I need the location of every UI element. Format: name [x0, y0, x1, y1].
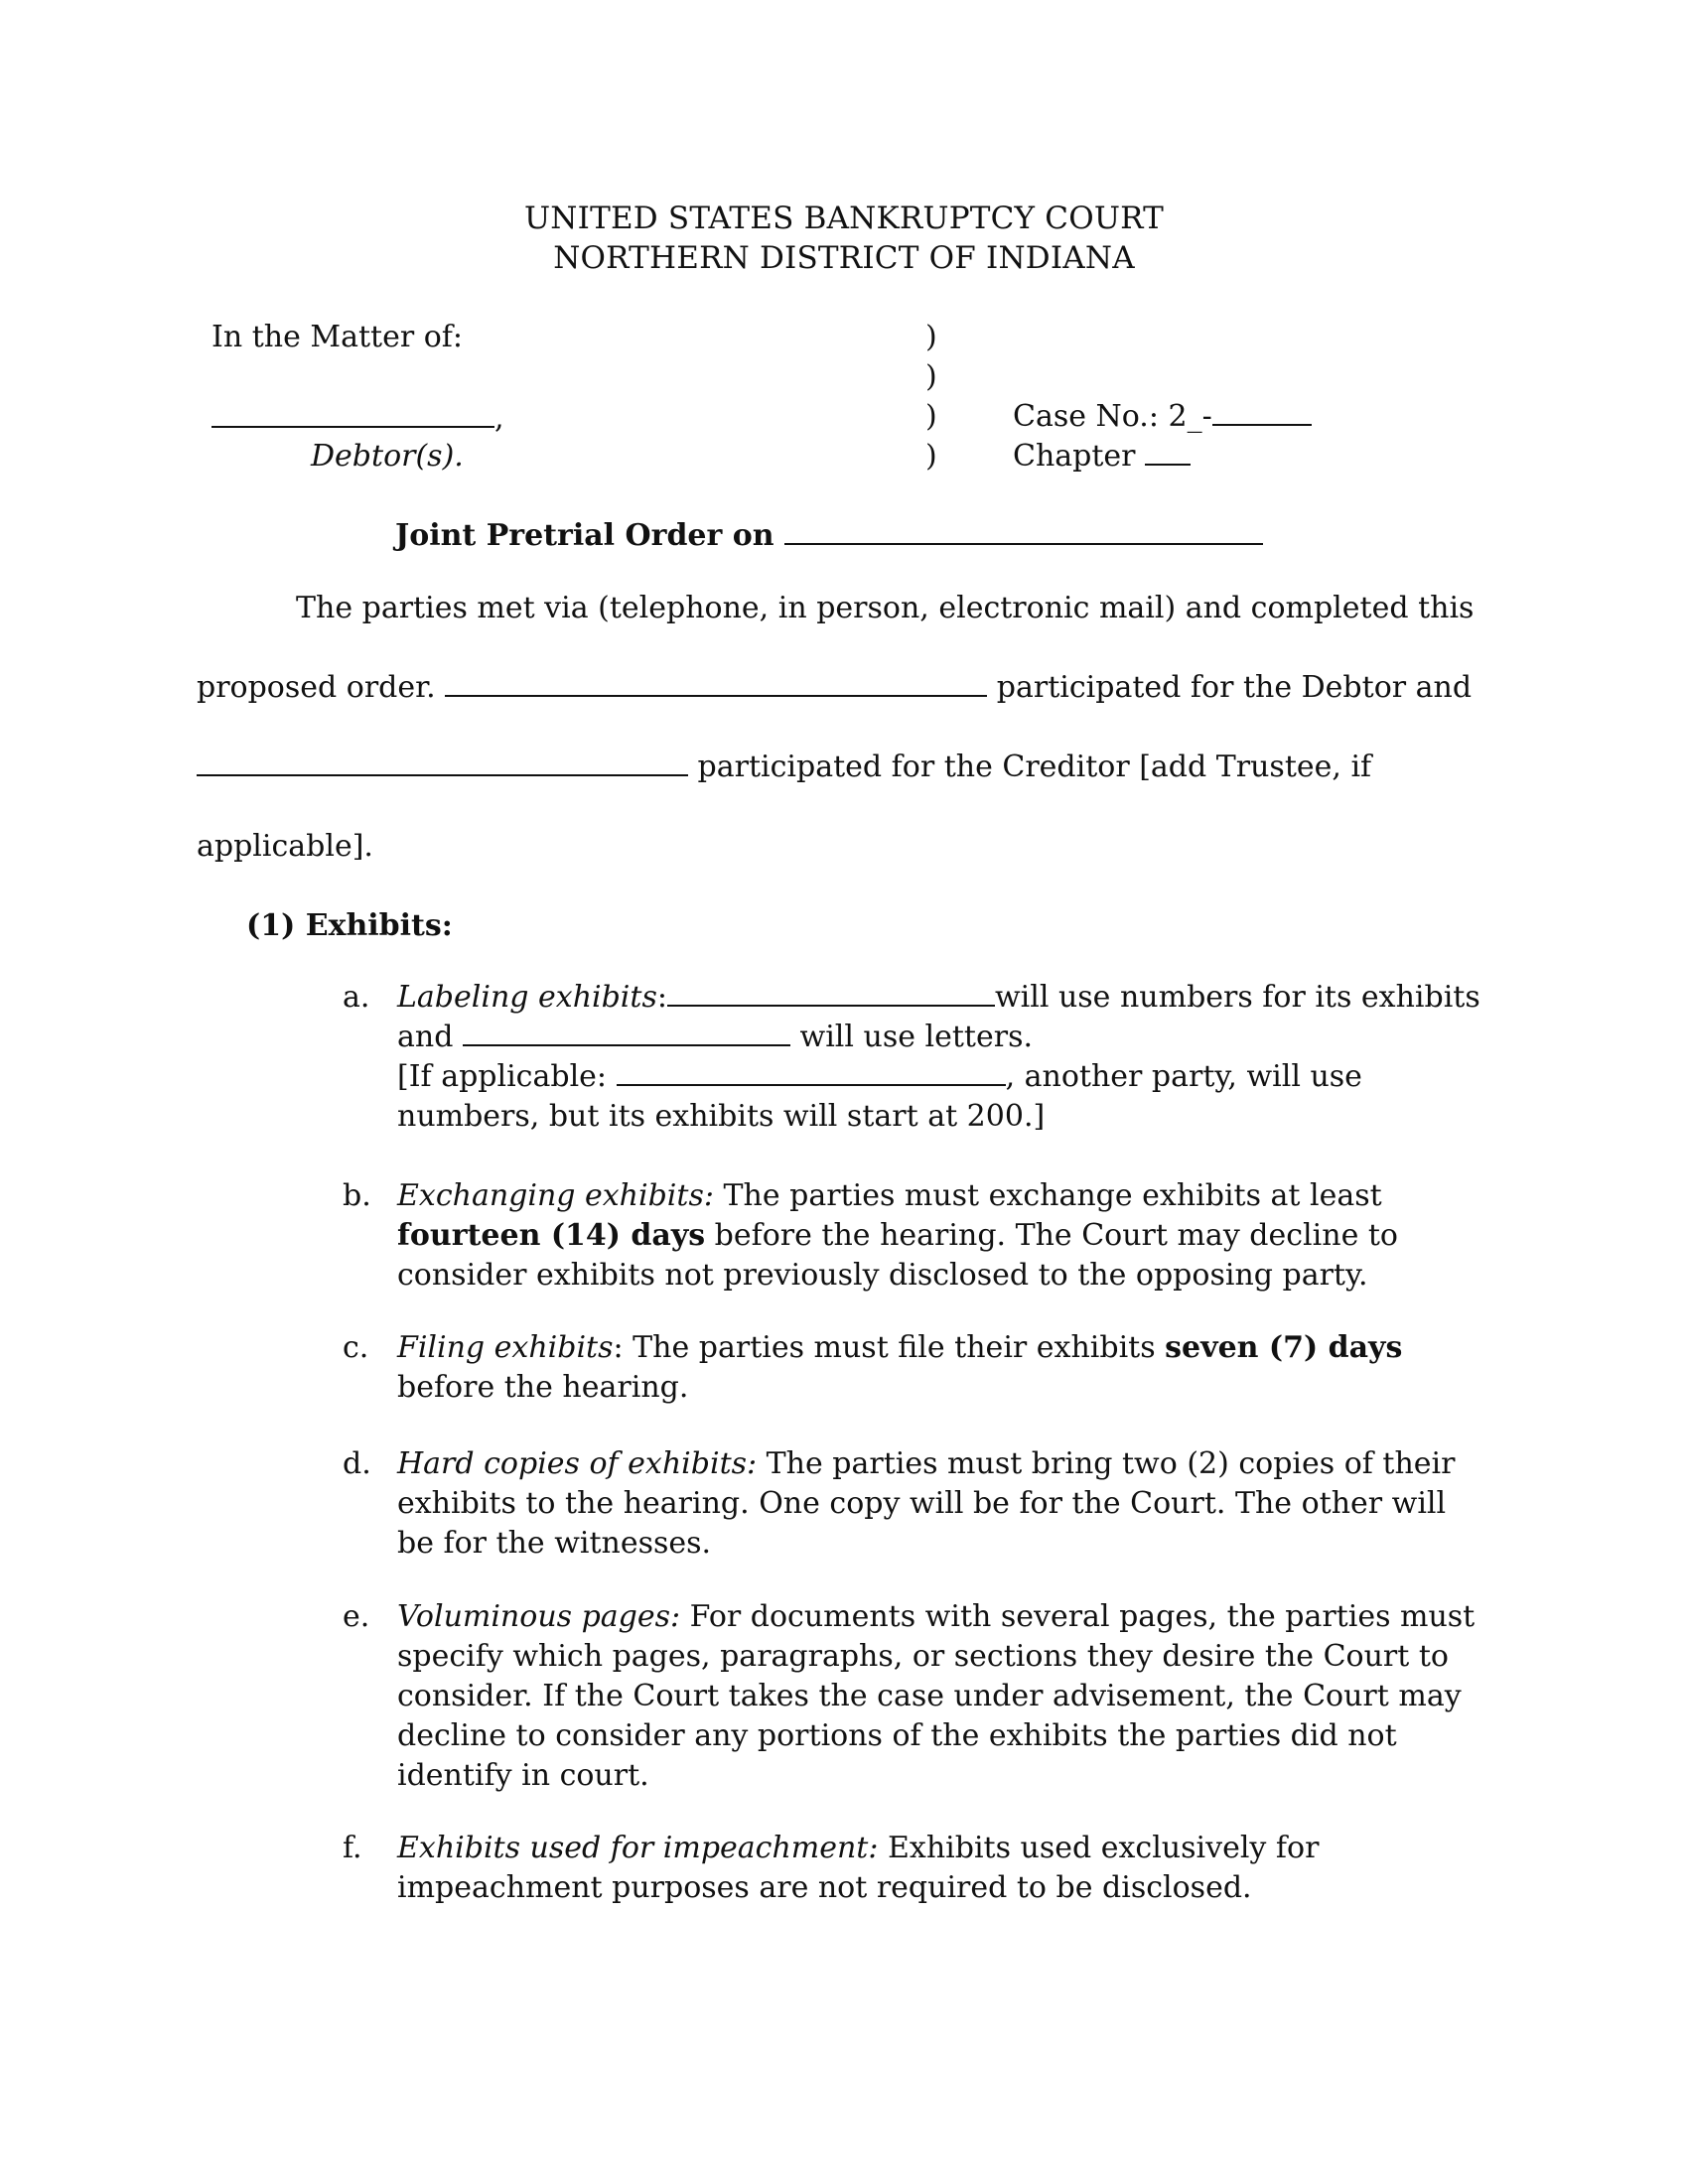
item-text: For documents with several pages, the parties must — [680, 1599, 1476, 1634]
caption-paren: ) — [925, 320, 937, 354]
item-heading: Filing exhibits — [397, 1330, 614, 1365]
debtor-name-field[interactable] — [211, 399, 504, 439]
item-text: identify in court. — [397, 1758, 649, 1793]
item-text: [If applicable: — [397, 1059, 608, 1094]
case-number-field[interactable] — [1013, 397, 1312, 437]
chapter-label: Chapter — [1013, 439, 1136, 474]
item-letter: c. — [343, 1330, 369, 1365]
caption-paren: ) — [925, 399, 937, 434]
item-text: will use letters. — [799, 1020, 1034, 1054]
debtor-participant-blank[interactable] — [445, 669, 987, 697]
item-text: , another party, will use — [1005, 1059, 1362, 1094]
intro-line-4: applicable]. — [197, 829, 373, 864]
item-text: specify which pages, paragraphs, or sections they desire the Court to — [397, 1639, 1449, 1674]
item-letter: e. — [343, 1599, 370, 1634]
caption-paren: ) — [925, 439, 937, 474]
numbers-party-blank[interactable] — [667, 979, 995, 1007]
order-title — [395, 516, 1263, 556]
item-heading: Exchanging exhibits: — [397, 1178, 714, 1213]
debtor-name-blank[interactable] — [211, 400, 494, 428]
matter-label: In the Matter of: — [211, 320, 463, 354]
item-text: impeachment purposes are not required to be disclosed. — [397, 1870, 1252, 1905]
intro-line-2 — [197, 668, 1472, 708]
intro-debtor-text: participated for the Debtor and — [996, 670, 1473, 705]
item-letter: b. — [343, 1178, 371, 1213]
chapter-field[interactable] — [1013, 437, 1191, 477]
item-emphasis: seven (7) days — [1165, 1330, 1403, 1365]
intro-line-1: The parties met via (telephone, in person, electronic mail) and completed this — [296, 591, 1475, 625]
item-letter: a. — [343, 980, 370, 1015]
item-text: : The parties must file their exhibits — [613, 1330, 1166, 1365]
item-text: consider. If the Court takes the case under advisement, the Court may — [397, 1679, 1462, 1713]
caption-paren: ) — [925, 359, 937, 394]
order-subject-blank[interactable] — [784, 517, 1263, 545]
creditor-participant-blank[interactable] — [197, 749, 688, 776]
case-number-label: Case No.: 2_- — [1013, 399, 1212, 434]
item-text: The parties must bring two (2) copies of their — [757, 1446, 1456, 1481]
item-text: consider exhibits not previously disclosed to the opposing party. — [397, 1258, 1368, 1293]
other-party-blank[interactable] — [617, 1058, 1006, 1086]
court-name: UNITED STATES BANKRUPTCY COURT — [523, 201, 1165, 236]
debtor-comma: , — [494, 401, 504, 436]
item-text: will use numbers for its exhibits — [994, 980, 1480, 1015]
item-letter: d. — [343, 1446, 371, 1481]
debtor-label: Debtor(s). — [311, 439, 464, 474]
intro-proposed-order: proposed order. — [197, 670, 436, 705]
item-text: be for the witnesses. — [397, 1526, 712, 1561]
item-heading: Labeling exhibits — [397, 980, 657, 1015]
item-text: Exhibits used exclusively for — [878, 1831, 1320, 1865]
order-title-text: Joint Pretrial Order on — [395, 518, 774, 553]
letters-party-blank[interactable] — [463, 1019, 790, 1046]
item-text: and — [397, 1020, 454, 1054]
item-heading: Exhibits used for impeachment: — [397, 1831, 879, 1865]
chapter-blank[interactable] — [1145, 438, 1191, 466]
item-text: numbers, but its exhibits will start at 200.] — [397, 1099, 1046, 1134]
item-text: The parties must exchange exhibits at least — [713, 1178, 1382, 1213]
item-text: before the hearing. — [397, 1370, 689, 1405]
item-emphasis: fourteen (14) days — [397, 1218, 706, 1253]
case-number-blank[interactable] — [1212, 398, 1312, 426]
item-text: decline to consider any portions of the exhibits the parties did not — [397, 1718, 1397, 1753]
intro-creditor-text: participated for the Creditor [add Trustee, if — [697, 750, 1372, 784]
item-heading: Hard copies of exhibits: — [397, 1446, 758, 1481]
item-heading: Voluminous pages: — [397, 1599, 681, 1634]
intro-line-3 — [197, 748, 1371, 787]
item-letter: f. — [343, 1831, 362, 1865]
item-text: exhibits to the hearing. One copy will be for the Court. The other will — [397, 1486, 1447, 1521]
court-district: NORTHERN DISTRICT OF INDIANA — [553, 240, 1135, 276]
section-exhibits-heading: (1) Exhibits: — [246, 908, 453, 943]
item-text: before the hearing. The Court may decline to — [705, 1218, 1398, 1253]
item-colon: : — [656, 980, 667, 1015]
